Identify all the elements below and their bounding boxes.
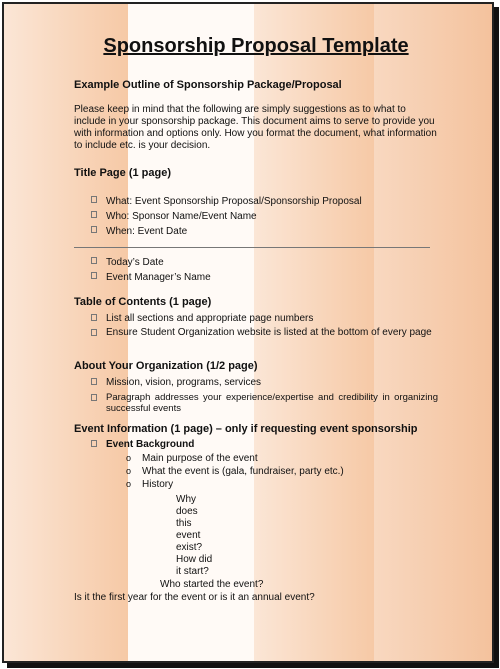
- history-word: How did: [176, 554, 213, 565]
- circle-bullet-icon: o: [126, 479, 132, 489]
- separator-row: [74, 239, 438, 255]
- list-item: Who: Sponsor Name/Event Name: [74, 209, 438, 224]
- list-item: Event Manager’s Name: [74, 270, 438, 285]
- document-title: Sponsorship Proposal Template: [103, 35, 409, 57]
- title-page-list-extra: [74, 255, 438, 285]
- list-item: o History: [126, 479, 174, 490]
- list-item: Mission, vision, programs, services: [74, 376, 438, 390]
- about-list: [74, 376, 438, 414]
- checkbox-bullet-icon: [91, 272, 97, 279]
- title-page-list: [74, 194, 438, 239]
- event-info-list: [74, 438, 438, 452]
- checkbox-bullet-icon: [91, 211, 97, 218]
- circle-bullet-icon: o: [126, 466, 132, 476]
- history-word: Why: [176, 494, 196, 505]
- event-info-heading: Event Information (1 page) – only if requesting event sponsorship: [74, 423, 418, 435]
- divider-line: [74, 247, 430, 248]
- list-item: Paragraph addresses your experience/expertise and credibility in organizing successful events: [74, 392, 438, 414]
- history-word: it start?: [176, 566, 209, 577]
- list-item: What: Event Sponsorship Proposal/Sponsorship Proposal: [74, 194, 438, 209]
- circle-bullet-icon: o: [126, 453, 132, 463]
- about-heading: About Your Organization (1/2 page): [74, 360, 258, 372]
- intro-paragraph: Please keep in mind that the following are simply suggestions as to what to include in your sponsorship package. This document aims to serve to provide you with information and options only. How you format the document, what information to include etc. is your decision.: [74, 104, 437, 151]
- history-word: does: [176, 506, 198, 517]
- list-item: When: Event Date: [74, 224, 438, 239]
- checkbox-bullet-icon: [91, 196, 97, 203]
- history-word: exist?: [176, 542, 203, 553]
- checkbox-bullet-icon: [91, 226, 97, 233]
- document-content: [74, 34, 438, 604]
- title-page-heading: Title Page (1 page): [74, 167, 171, 179]
- list-item: List all sections and appropriate page numbers: [74, 312, 438, 326]
- toc-heading: Table of Contents (1 page): [74, 296, 212, 308]
- checkbox-bullet-icon: [91, 257, 97, 264]
- outline-heading: Example Outline of Sponsorship Package/Proposal: [74, 79, 342, 91]
- list-item: o Main purpose of the event: [126, 453, 258, 464]
- list-item: Ensure Student Organization website is listed at the bottom of every page: [74, 327, 438, 339]
- history-word: this: [176, 518, 192, 529]
- checkbox-bullet-icon: [91, 329, 97, 336]
- list-item: Event Background: [74, 438, 438, 452]
- document-page: [2, 2, 494, 663]
- who-started-line: Who started the event?: [160, 579, 264, 590]
- history-questions: [74, 494, 438, 578]
- checkbox-bullet-icon: [91, 314, 97, 321]
- checkbox-bullet-icon: [91, 378, 97, 385]
- first-year-line: Is it the first year for the event or is it an annual event?: [74, 592, 315, 603]
- checkbox-bullet-icon: [91, 394, 97, 401]
- toc-list: [74, 312, 438, 339]
- history-word: event: [176, 530, 201, 541]
- event-background-sublist: [74, 452, 438, 491]
- list-item: Today’s Date: [74, 255, 438, 270]
- checkbox-bullet-icon: [91, 440, 97, 447]
- list-item: o What the event is (gala, fundraiser, party etc.): [126, 466, 344, 477]
